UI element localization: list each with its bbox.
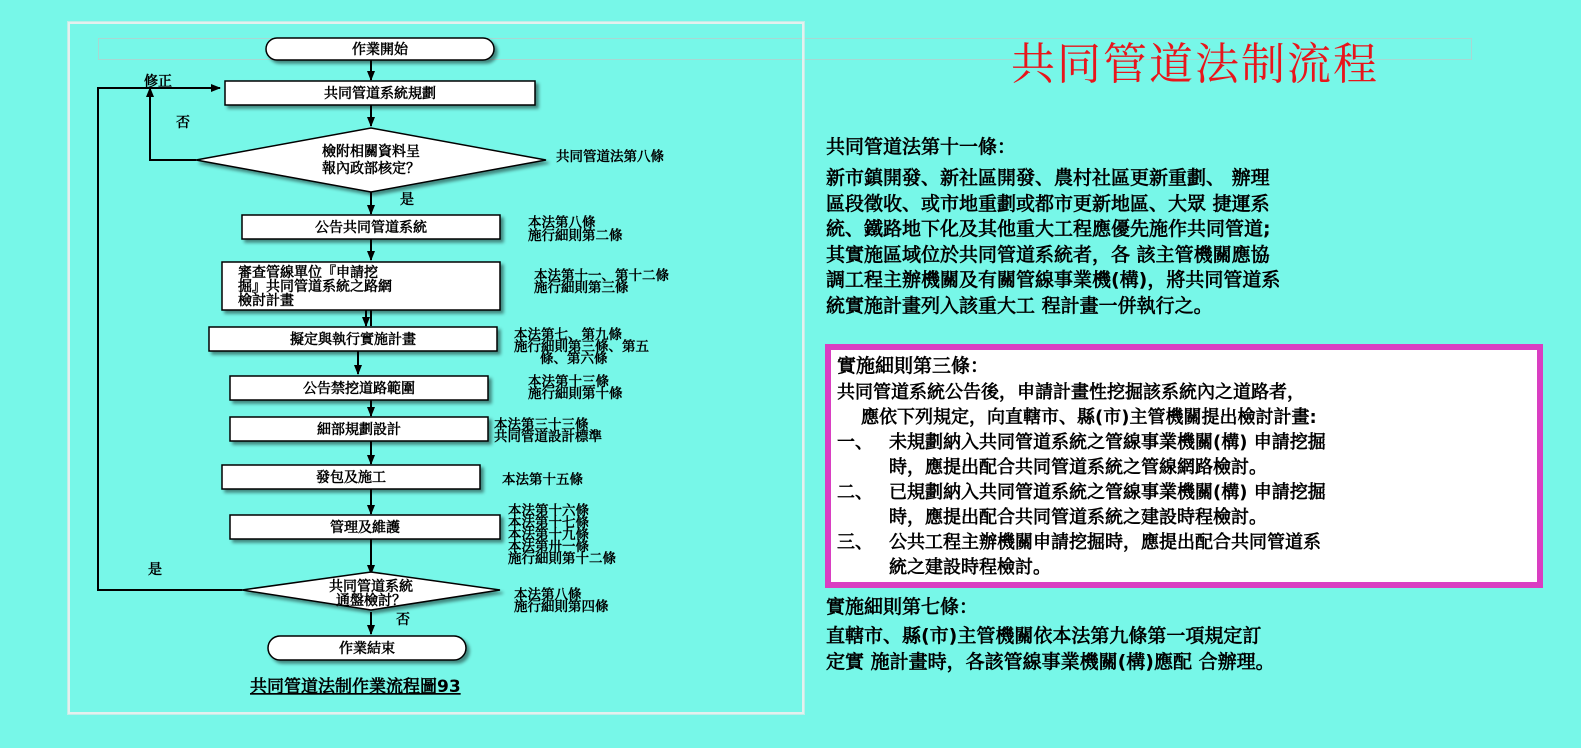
decision-general-review: [242, 572, 500, 610]
ref-label: 本法第七、第九條: [514, 327, 622, 343]
no-label-end: 否: [396, 612, 410, 628]
step-label: 發包及施工: [316, 470, 386, 486]
step-label-line1: 審查管線單位『申請挖: [238, 265, 378, 281]
rule-3-item-number: 一、: [837, 432, 873, 453]
ref-label: 本法第卅一條: [508, 539, 589, 555]
decision-label-line2: 通盤檢討？: [336, 593, 406, 609]
legal-references: [494, 148, 669, 615]
ref-label: 施行細則第二條: [528, 228, 623, 244]
ref-label: 共同管道法第八條: [556, 149, 664, 165]
ref-label: 施行細則第三條: [534, 280, 629, 296]
ref-label: 共同管道設計標準: [494, 429, 602, 445]
rule-3-item-text: 時，應提出配合共同管道系統之管線網路檢討。: [889, 457, 1267, 478]
step-system-planning: [225, 81, 535, 105]
start-label: 作業開始: [352, 42, 408, 58]
flowchart-panel: [68, 22, 804, 714]
ref-label: 施行細則第四條: [514, 599, 609, 615]
ref-label: 施行細則第十二條: [508, 551, 616, 567]
ref-label: 施行細則第十條: [528, 386, 623, 402]
ref-label: 本法第十一、第十二條: [534, 268, 669, 284]
rule-3-item: [837, 530, 1537, 580]
flowchart: [70, 24, 802, 712]
end-label: 作業結束: [339, 641, 395, 657]
step-label: 管理及維護: [330, 520, 400, 536]
rule-3-item-text: 統之建設時程檢討。: [889, 557, 1051, 578]
yes-label-loop: 是: [148, 562, 162, 578]
article-11-line: 新市鎮開發、新社區開發、農村社區更新重劃、 辦理: [826, 167, 1270, 189]
rule-3-item: [837, 430, 1537, 480]
rule-7-heading: 實施細則第七條：: [826, 596, 979, 618]
rule-3-box: [825, 344, 1543, 588]
decision-label-line1: 共同管道系統: [329, 579, 413, 595]
decision-label-line1: 檢附相關資料呈: [322, 144, 420, 160]
ref-label: 本法第十七條: [508, 515, 589, 531]
step-label-line2: 掘』共同管道系統之路網: [238, 279, 392, 295]
step-label: 擬定與執行實施計畫: [290, 332, 416, 348]
rule-3-item-text: 已規劃納入共同管道系統之管線事業機關(構) 申請挖掘: [889, 482, 1326, 503]
ref-label: 施行細則第三條、第五: [514, 339, 649, 355]
step-label: 共同管道系統規劃: [324, 86, 436, 102]
step-detailed-design: [230, 417, 488, 441]
rule-7-block: [826, 594, 1546, 675]
step-label-line3: 檢討計畫: [238, 293, 294, 309]
rule-3-item-text: 時，應提出配合共同管道系統之建設時程檢討。: [889, 507, 1267, 528]
rule-3-intro: 應依下列規定，向直轄市、縣(市)主管機關提出檢討計畫:: [861, 407, 1317, 428]
revise-label: 修正: [144, 74, 172, 90]
rule-7-line: 直轄市、縣(市)主管機關依本法第九條第一項規定訂: [826, 625, 1262, 647]
rule-3-item-text: 未規劃納入共同管道系統之管線事業機關(構) 申請挖掘: [889, 432, 1326, 453]
step-label: 細部規劃設計: [317, 422, 401, 438]
rule-3-item: [837, 480, 1537, 530]
ref-label: 本法第八條: [514, 587, 582, 603]
rule-7-body: [826, 624, 1546, 675]
ref-label: 本法第十九條: [508, 527, 589, 543]
article-11-line: 其實施區域位於共同管道系統者，各 該主管機關應協: [826, 243, 1270, 266]
step-implementation-plan: [209, 327, 497, 351]
rule-3-intro: 共同管道系統公告後，申請計畫性挖掘該系統內之道路者，: [837, 382, 1305, 403]
step-announce-no-dig: [230, 376, 488, 400]
ref-label: 本法第八條: [528, 215, 596, 231]
rule-7-line: 定實 施計畫時，各該管線事業機關(構)應配 合辦理。: [826, 650, 1275, 673]
ref-label: 本法第三十三條: [494, 417, 589, 433]
end-node: [268, 636, 466, 660]
ref-label: 本法第十三條: [528, 374, 609, 390]
article-11-block: [826, 134, 1546, 319]
step-label: 公告共同管道系統: [315, 220, 427, 236]
flowchart-caption: 共同管道法制作業流程圖93: [250, 677, 461, 697]
no-label: 否: [176, 115, 190, 131]
rule-3-item-text: 公共工程主辦機關申請挖掘時，應提出配合共同管道系: [889, 532, 1321, 553]
decision-submit-approval: [196, 128, 546, 192]
step-review-excavation-plan: [222, 262, 500, 310]
page-title: 共同管道法制流程: [1011, 39, 1379, 90]
yes-label: 是: [400, 192, 414, 208]
ref-label: 本法第十五條: [502, 472, 583, 488]
article-11-line: 統、鐵路地下化及其他重大工程應優先施作共同管道;: [826, 218, 1271, 240]
rule-3-heading: 實施細則第三條：: [837, 355, 990, 377]
rule-3-item-number: 三、: [837, 532, 873, 553]
ref-label: 本法第十六條: [508, 503, 589, 519]
rule-3-item-number: 二、: [837, 482, 873, 503]
article-11-line: 調工程主辦機關及有關管線事業機(構)，將共同管道系: [826, 269, 1281, 291]
article-11-line: 區段徵收、或市地重劃或都市更新地區、大眾 捷運系: [826, 192, 1270, 215]
start-node: [266, 38, 494, 60]
ref-label: 條、第六條: [540, 351, 608, 367]
article-11-heading: 共同管道法第十一條：: [826, 136, 1017, 158]
step-announce-system: [242, 215, 500, 239]
step-contract-construction: [222, 465, 480, 489]
article-11-line: 統實施計畫列入該重大工 程計畫一併執行之。: [826, 294, 1213, 317]
article-11-body: [826, 166, 1546, 319]
step-label: 公告禁挖道路範圍: [303, 381, 415, 397]
decision-label-line2: 報內政部核定？: [322, 161, 420, 177]
step-management-maintenance: [230, 515, 500, 539]
